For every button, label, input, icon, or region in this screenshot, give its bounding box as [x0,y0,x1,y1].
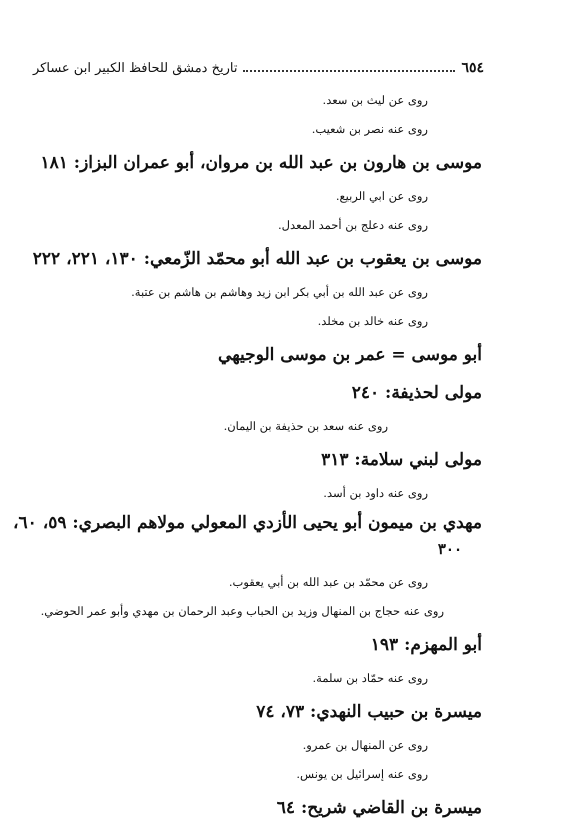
entry-heading: موسى بن يعقوب بن عبد الله أبو محمّد الزّمعي: ١٣٠، ٢٢١، ٢٢٢ [32,249,482,269]
narration-line: روى عن محمّد بن عبد الله بن أبي يعقوب. [228,575,428,589]
entry-heading: مهدي بن ميمون أبو يحيى الأزدي المعولي مولاهم البصري: ٥٩، ٦٠، [13,513,482,533]
entry-heading: ميسرة بن القاضي شريح: ٦٤ [276,798,482,818]
entry-heading: ميسرة بن حبيب النهدي: ٧٣، ٧٤ [256,702,482,722]
narration-line: روى عن ليث بن سعد. [322,93,428,107]
narration-line: روى عنه داود بن أسد. [323,486,428,500]
entry-heading-continuation: ٣٠٠ [437,540,462,558]
index-entries [13,86,484,827]
narration-line: روى عنه نصر بن شعيب. [311,122,428,136]
running-header [33,58,484,78]
entry-heading: مولى لحذيفة: ٢٤٠ [351,383,482,403]
entry-heading: مولى لبني سلامة: ٣١٣ [321,450,482,470]
entry-heading: أبو موسى = عمر بن موسى الوجيهي [218,345,482,365]
narration-line: روى عنه خالد بن مخلد. [317,314,428,328]
entry-heading: موسى بن هارون بن عبد الله بن مروان، أبو عمران البزاز: ١٨١ [40,153,482,173]
running-title: تاريخ دمشق للحافظ الكبير ابن عساكر [33,60,238,76]
narration-line: روى عنه حمّاد بن سلمة. [312,671,428,685]
narration-line: روى عنه حجاج بن المنهال وزيد بن الحباب وعبد الرحمان بن مهدي وأبو عمر الحوضي. [40,604,444,618]
leader-dots [243,70,455,72]
narration-line: روى عنه دعلج بن أحمد المعدل. [278,218,428,232]
entry-heading: أبو المهزم: ١٩٣ [370,635,482,655]
narration-line: روى عنه سعد بن حذيفة بن اليمان. [223,419,388,433]
narration-line: روى عنه إسرائيل بن يونس. [296,767,428,781]
narration-line: روى عن عبد الله بن أبي بكر ابن زيد وهاشم بن هاشم بن عتبة. [131,285,428,299]
page-number: ٦٥٤ [461,60,484,76]
narration-line: روى عن ابي الربيع. [335,189,428,203]
narration-line: روى عن المنهال بن عمرو. [302,738,428,752]
